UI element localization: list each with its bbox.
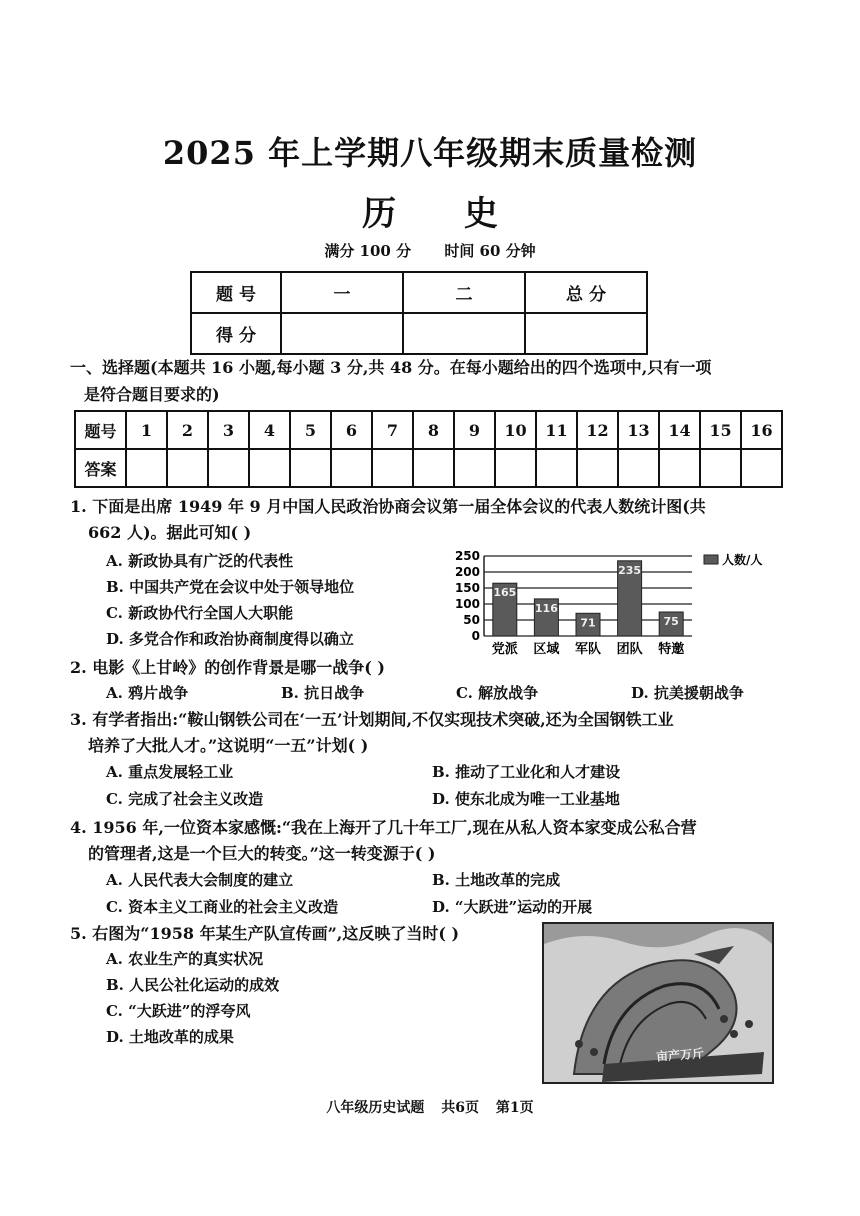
- data-label: 75: [663, 615, 679, 628]
- data-label: 71: [580, 616, 596, 630]
- full-marks: 满分 100 分: [324, 242, 412, 260]
- answer-grid-number: 9: [454, 411, 495, 449]
- question-1-line-2: 662 人)。据此可知( ): [88, 523, 252, 542]
- question-2-stem: 2. 电影《上甘岭》的创作背景是哪一战争( ): [70, 658, 385, 677]
- answer-cell[interactable]: [249, 449, 290, 487]
- question-5-options: [106, 946, 426, 1050]
- score-cell: 得 分: [191, 313, 281, 354]
- answer-grid-number: 1: [126, 411, 167, 449]
- option[interactable]: A. 重点发展轻工业: [106, 763, 234, 781]
- option[interactable]: D. 多党合作和政治协商制度得以确立: [106, 630, 354, 648]
- answer-cell[interactable]: [741, 449, 782, 487]
- score-cell: 二: [403, 272, 525, 313]
- answer-grid-number: 5: [290, 411, 331, 449]
- score-input-cell[interactable]: [525, 313, 647, 354]
- answer-grid-number: 13: [618, 411, 659, 449]
- x-tick-label: 特邀: [658, 642, 685, 657]
- answer-grid-number: 14: [659, 411, 700, 449]
- option[interactable]: C. 资本主义工商业的社会主义改造: [106, 898, 339, 916]
- answer-grid-number: 3: [208, 411, 249, 449]
- answer-grid-number: 12: [577, 411, 618, 449]
- x-tick-label: 区域: [533, 642, 560, 657]
- section-1-line-1: 一、选择题(本题共 16 小题,每小题 3 分,共 48 分。在每小题给出的四个选项中,只有一项: [70, 358, 712, 377]
- option[interactable]: A. 人民代表大会制度的建立: [106, 871, 294, 889]
- subject-char-2: 史: [463, 194, 498, 234]
- legend-label: 人数/人: [722, 553, 763, 567]
- answer-cell[interactable]: [495, 449, 536, 487]
- answer-grid-number: 16: [741, 411, 782, 449]
- question-1-options: [106, 548, 426, 652]
- answer-cell[interactable]: [700, 449, 741, 487]
- answer-grid-number: 4: [249, 411, 290, 449]
- question-2-options: [106, 680, 806, 706]
- score-cell: 题 号: [191, 272, 281, 313]
- subject-char-1: 历: [362, 194, 397, 234]
- option[interactable]: B. 中国共产党在会议中处于领导地位: [106, 578, 355, 596]
- page-footer: [0, 1097, 860, 1117]
- answer-cell[interactable]: [536, 449, 577, 487]
- propaganda-poster-image: [542, 922, 774, 1084]
- question-5-stem: 5. 右图为“1958 年某生产队宣传画”,这反映了当时( ): [70, 924, 460, 943]
- option[interactable]: D. “大跃进”运动的开展: [432, 898, 593, 916]
- question-3-options: [106, 759, 806, 813]
- answer-grid-label: 题号: [75, 411, 126, 449]
- answer-grid-number: 6: [331, 411, 372, 449]
- x-tick-label: 党派: [491, 642, 518, 657]
- question-4-line-2: 的管理者,这是一个巨大的转变。”这一转变源于( ): [88, 844, 436, 863]
- answer-cell[interactable]: [413, 449, 454, 487]
- answer-cell[interactable]: [659, 449, 700, 487]
- score-input-cell[interactable]: [403, 313, 525, 354]
- answer-cell[interactable]: [454, 449, 495, 487]
- option[interactable]: C. “大跃进”的浮夸风: [106, 1002, 251, 1020]
- question-4-line-1: 4. 1956 年,一位资本家感慨:“我在上海开了几十年工厂,现在从私人资本家变成公私合营: [70, 818, 697, 837]
- answer-cell[interactable]: [290, 449, 331, 487]
- option[interactable]: C. 解放战争: [456, 684, 539, 702]
- question-3-stem: [70, 707, 790, 759]
- footer-page: 第1页: [495, 1100, 534, 1116]
- footer-total-pages: 共6页: [441, 1100, 479, 1116]
- option[interactable]: B. 土地改革的完成: [432, 871, 561, 889]
- answer-grid-number: 7: [372, 411, 413, 449]
- option[interactable]: D. 抗美援朝战争: [631, 684, 744, 702]
- option[interactable]: A. 新政协具有广泛的代表性: [106, 552, 294, 570]
- option[interactable]: D. 使东北成为唯一工业基地: [432, 790, 620, 808]
- answer-grid-label: 答案: [75, 449, 126, 487]
- answer-cell[interactable]: [208, 449, 249, 487]
- question-3-line-2: 培养了大批人才。”这说明“一五”计划( ): [88, 736, 369, 755]
- option[interactable]: A. 鸦片战争: [106, 684, 189, 702]
- section-1-line-2: 是符合题目要求的): [84, 385, 220, 404]
- section-1-instructions: [70, 354, 790, 408]
- option[interactable]: A. 农业生产的真实状况: [106, 950, 264, 968]
- question-4-stem: [70, 815, 790, 867]
- answer-cell[interactable]: [372, 449, 413, 487]
- answer-grid-number: 15: [700, 411, 741, 449]
- x-tick-label: 军队: [574, 642, 602, 657]
- answer-cell[interactable]: [167, 449, 208, 487]
- score-input-cell[interactable]: [281, 313, 403, 354]
- option[interactable]: B. 抗日战争: [281, 684, 365, 702]
- y-tick-label: 50: [463, 613, 480, 627]
- answer-grid-number: 2: [167, 411, 208, 449]
- x-tick-label: 团队: [616, 642, 643, 657]
- score-cell: 总 分: [525, 272, 647, 313]
- score-cell: 一: [281, 272, 403, 313]
- data-label: 116: [534, 601, 558, 615]
- y-tick-label: 100: [454, 597, 480, 611]
- footer-paper: 八年级历史试题: [326, 1100, 425, 1116]
- answer-grid-number: 10: [495, 411, 536, 449]
- duration: 时间 60 分钟: [444, 242, 536, 260]
- y-tick-label: 0: [471, 629, 480, 643]
- answer-cell[interactable]: [126, 449, 167, 487]
- option[interactable]: B. 推动了工业化和人才建设: [432, 763, 621, 781]
- option[interactable]: B. 人民公社化运动的成效: [106, 976, 280, 994]
- score-table: [190, 271, 648, 355]
- poster-caption: 亩产万斤: [655, 1046, 705, 1064]
- y-tick-label: 200: [454, 565, 480, 579]
- answer-grid-number: 8: [413, 411, 454, 449]
- subject-title: [0, 186, 860, 235]
- question-3-line-1: 3. 有学者指出:“鞍山钢铁公司在‘一五’计划期间,不仅实现技术突破,还为全国钢铁工业: [70, 710, 674, 729]
- exam-title: 2025 年上学期八年级期末质量检测: [162, 134, 698, 172]
- delegate-bar-chart: [448, 548, 778, 658]
- y-tick-label: 150: [454, 581, 480, 595]
- y-tick-label: 250: [454, 549, 480, 563]
- option[interactable]: C. 新政协代行全国人大职能: [106, 604, 294, 622]
- answer-cell[interactable]: [618, 449, 659, 487]
- answer-grid: [74, 410, 783, 488]
- legend-swatch: [704, 555, 718, 564]
- question-1-line-1: 1. 下面是出席 1949 年 9 月中国人民政治协商会议第一届全体会议的代表人数统计图(共: [70, 497, 706, 516]
- answer-grid-number: 11: [536, 411, 577, 449]
- answer-cell[interactable]: [331, 449, 372, 487]
- data-label: 235: [618, 563, 642, 577]
- question-1-stem: [70, 494, 790, 546]
- option[interactable]: D. 土地改革的成果: [106, 1028, 234, 1046]
- answer-cell[interactable]: [577, 449, 618, 487]
- data-label: 165: [493, 586, 517, 600]
- option[interactable]: C. 完成了社会主义改造: [106, 790, 264, 808]
- question-4-options: [106, 867, 806, 921]
- exam-meta: [0, 240, 860, 261]
